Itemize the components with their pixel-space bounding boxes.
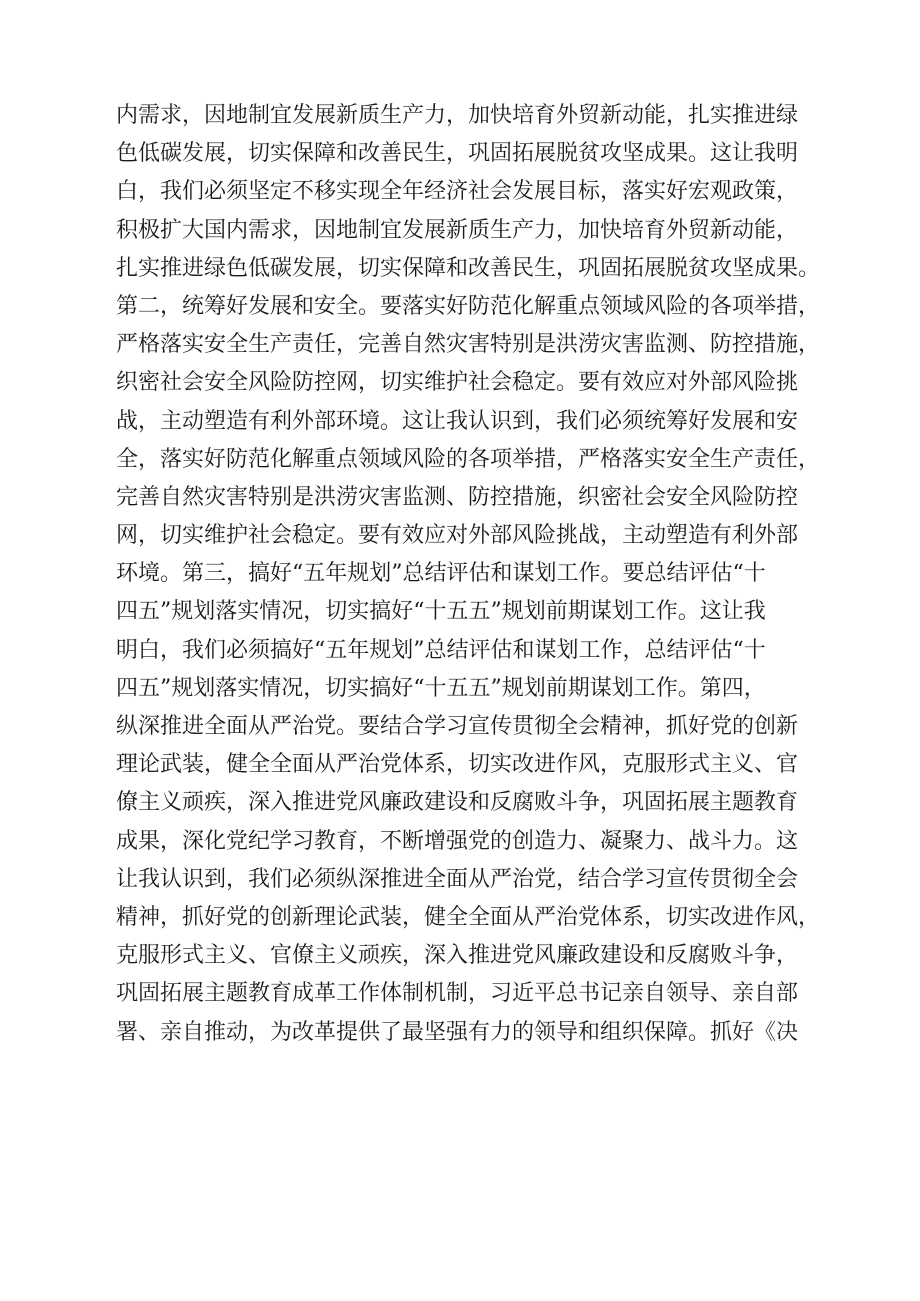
text-line-24: 巩固拓展主题教育成革工作体制机制，习近平总书记亲自领导、亲自部 <box>116 981 799 1007</box>
text-line-22: 精神，抓好党的创新理论武装，健全全面从严治党体系，切实改进作风， <box>116 904 821 930</box>
text-line-5: 扎实推进绿色低碳发展，切实保障和改善民生，巩固拓展脱贫攻坚成果。 <box>116 255 821 281</box>
text-line-20: 成果，深化党纪学习教育，不断增强党的创造力、凝聚力、战斗力。这 <box>116 828 799 854</box>
text-line-21: 让我认识到，我们必须纵深推进全面从严治党，结合学习宣传贯彻全会 <box>116 866 799 892</box>
text-line-8: 织密社会安全风险防控网，切实维护社会稳定。要有效应对外部风险挑 <box>116 370 799 396</box>
body-text <box>116 97 836 1052</box>
text-line-3: 白，我们必须坚定不移实现全年经济社会发展目标，落实好宏观政策， <box>116 179 799 205</box>
text-line-15: 明白，我们必须搞好“五年规划”总结评估和谋划工作，总结评估“十 <box>116 637 766 663</box>
text-line-14: 四五”规划落实情况，切实搞好“十五五”规划前期谋划工作。这让我 <box>116 599 766 625</box>
text-line-10: 全，落实好防范化解重点领域风险的各项举措，严格落实安全生产责任， <box>116 446 821 472</box>
text-line-13: 环境。第三，搞好“五年规划”总结评估和谋划工作。要总结评估“十 <box>116 561 766 587</box>
text-line-23: 克服形式主义、官僚主义顽疾，深入推进党风廉政建设和反腐败斗争， <box>116 943 799 969</box>
text-line-2: 色低碳发展，切实保障和改善民生，巩固拓展脱贫攻坚成果。这让我明 <box>116 141 799 167</box>
text-line-1: 内需求，因地制宜发展新质生产力，加快培育外贸新动能，扎实推进绿 <box>116 103 799 128</box>
text-line-4: 积极扩大国内需求，因地制宜发展新质生产力，加快培育外贸新动能， <box>116 217 799 243</box>
text-line-25: 署、亲自推动，为改革提供了最坚强有力的领导和组织保障。抓好《决 <box>116 1019 799 1045</box>
text-line-12: 网，切实维护社会稳定。要有效应对外部风险挑战，主动塑造有利外部 <box>116 523 799 549</box>
text-line-17: 纵深推进全面从严治党。要结合学习宣传贯彻全会精神，抓好党的创新 <box>116 714 799 739</box>
text-line-19: 僚主义顽疾，深入推进党风廉政建设和反腐败斗争，巩固拓展主题教育 <box>116 790 799 816</box>
text-line-9: 战，主动塑造有利外部环境。这让我认识到，我们必须统筹好发展和安 <box>116 408 799 434</box>
text-line-11: 完善自然灾害特别是洪涝灾害监测、防控措施，织密社会安全风险防控 <box>116 484 799 510</box>
text-line-7: 严格落实安全生产责任，完善自然灾害特别是洪涝灾害监测、防控措施， <box>116 332 821 358</box>
text-line-6: 第二，统筹好发展和安全。要落实好防范化解重点领域风险的各项举措， <box>116 293 821 319</box>
text-line-16: 四五”规划落实情况，切实搞好“十五五”规划前期谋划工作。第四， <box>116 675 766 701</box>
text-line-18: 理论武装，健全全面从严治党体系，切实改进作风，克服形式主义、官 <box>116 752 799 778</box>
